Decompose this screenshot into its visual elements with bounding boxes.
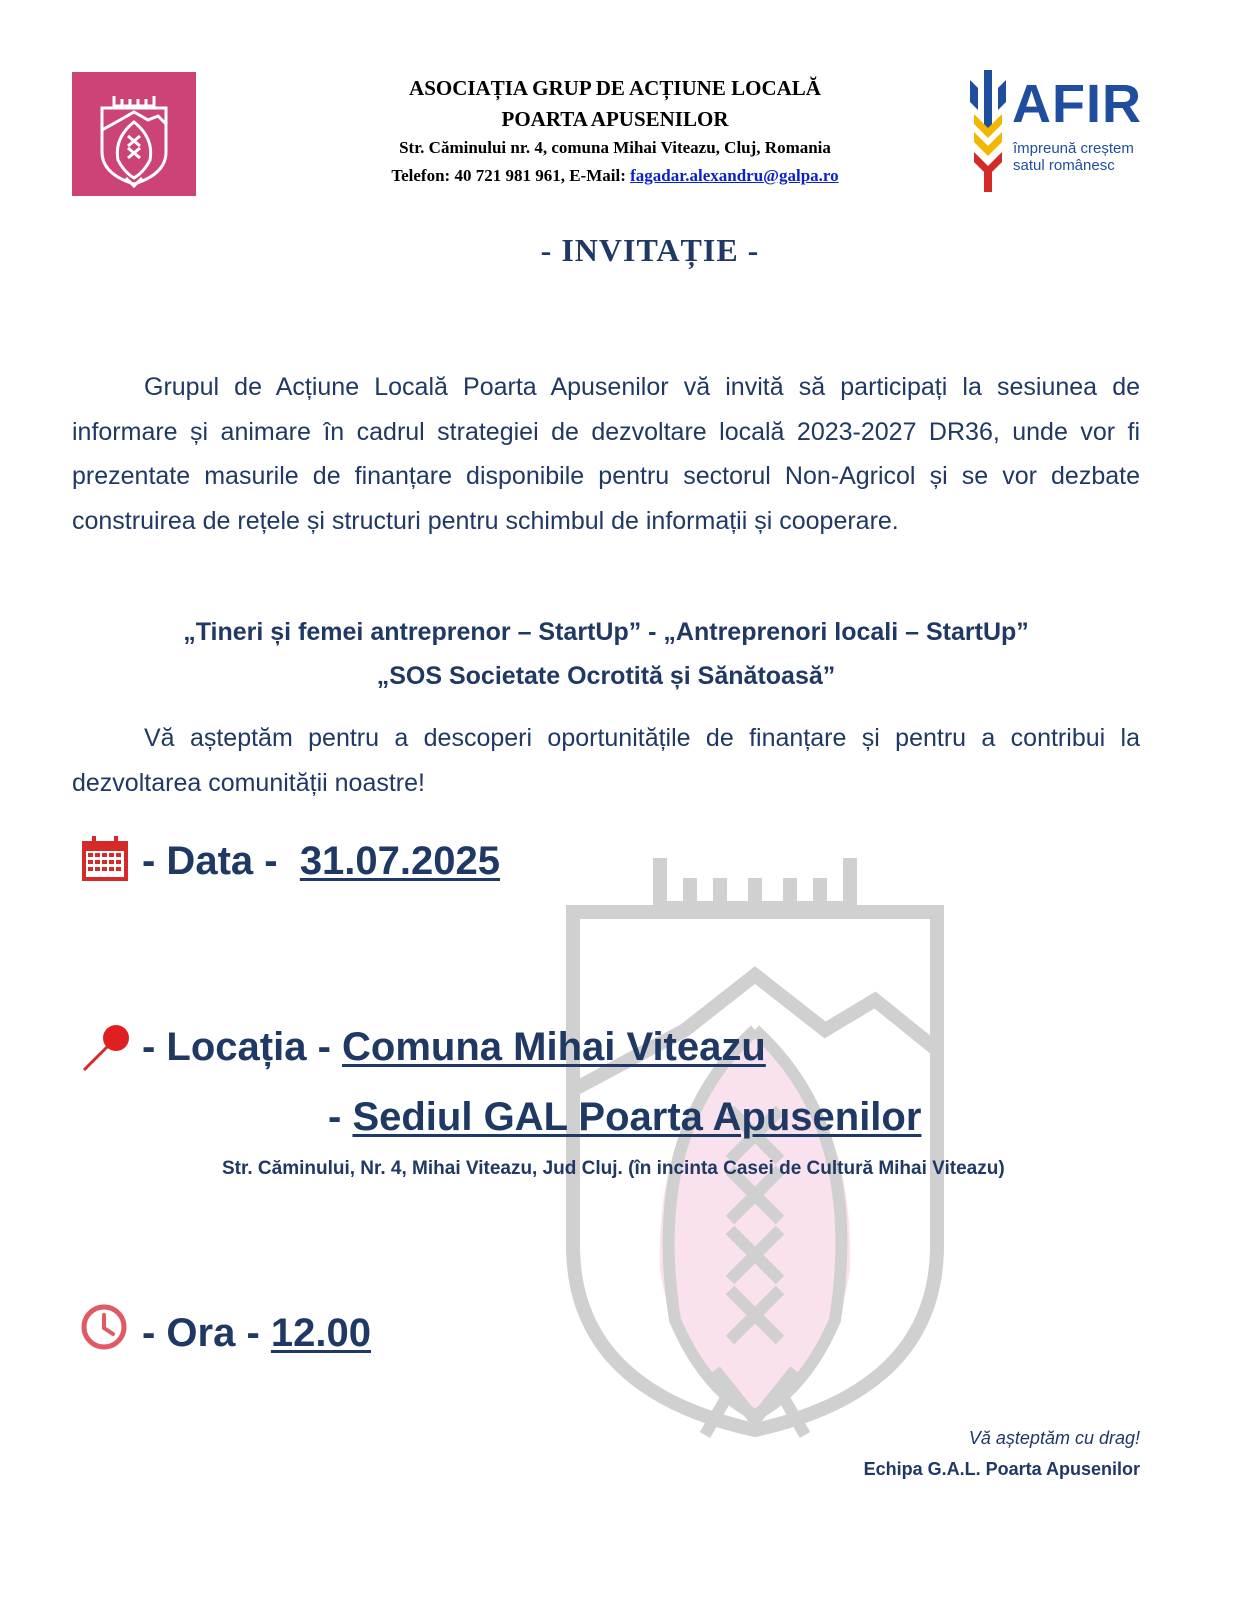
calendar-icon [80, 835, 130, 883]
programs-list [72, 610, 1140, 698]
date-value: 31.07.2025 [299, 839, 501, 883]
org-contact [300, 162, 930, 190]
location-row [142, 1022, 766, 1072]
gal-logo [72, 72, 196, 196]
afir-name: AFIR [1012, 74, 1142, 134]
watermark-logo [565, 850, 945, 1440]
map-pin-icon [80, 1022, 132, 1074]
afir-emblem-icon [970, 70, 1006, 192]
location-prefix: - [328, 1095, 353, 1139]
invitation-paragraph: Grupul de Acțiune Locală Poarta Apusenilor vă invită să participați la sesiunea de informare și animare în cadrul strategiei de dezvoltare locală 2023-2027 DR36, unde vor fi prezentate masurile de finanțare disponibile pentru sectorul Non-Agricol și se vor dezbate construirea de rețele și structuri pentru schimbul de informații și cooperare. [72, 373, 1140, 535]
organization-header [300, 72, 930, 190]
org-name-line1: ASOCIAȚIA GRUP DE ACȚIUNE LOCALĂ [409, 76, 821, 100]
date-label: - Data - [142, 839, 289, 883]
gal-emblem-icon [72, 72, 196, 196]
afir-tagline-line2: satul românesc [1013, 157, 1115, 174]
page-title: - INVITAȚIE - [540, 232, 760, 268]
afir-logo [970, 70, 1170, 200]
closing-greeting: Vă așteptăm cu drag! [968, 1428, 1140, 1448]
clock-icon [80, 1303, 130, 1353]
location-address: Str. Căminului, Nr. 4, Mihai Viteazu, Jud Cluj. (în incinta Casei de Cultură Mihai Viteazu) [222, 1158, 1005, 1179]
date-row [142, 836, 500, 886]
org-address: Str. Căminului nr. 4, comuna Mihai Viteazu, Cluj, Romania [399, 138, 831, 157]
programs-line1: „Tineri și femei antreprenor – StartUp” - „Antreprenori locali – StartUp” [183, 618, 1029, 646]
afir-tagline-line1: împreună creștem [1013, 140, 1134, 157]
programs-line2: „SOS Societate Ocrotită și Sănătoasă” [376, 662, 836, 690]
email-link[interactable]: fagadar.alexandru@galpa.ro [630, 166, 839, 185]
time-value: 12.00 [270, 1311, 372, 1355]
time-label: - Ora - [142, 1311, 271, 1355]
org-name-line2: POARTA APUSENILOR [501, 107, 729, 131]
closing-signature: Echipa G.A.L. Poarta Apusenilor [863, 1459, 1140, 1479]
location-venue: Sediul GAL Poarta Apusenilor [352, 1095, 922, 1139]
closing-paragraph: Vă așteptăm pentru a descoperi oportunitățile de finanțare și pentru a contribui la dezvoltarea comunității noastre! [72, 724, 1140, 797]
afir-tagline [1013, 140, 1134, 174]
location-value: Comuna Mihai Viteazu [342, 1025, 766, 1069]
location-row-2 [328, 1092, 921, 1142]
time-row [142, 1308, 371, 1358]
phone-text: Telefon: 40 721 981 961, E-Mail: [391, 166, 631, 185]
location-label: - Locația - [142, 1025, 343, 1069]
